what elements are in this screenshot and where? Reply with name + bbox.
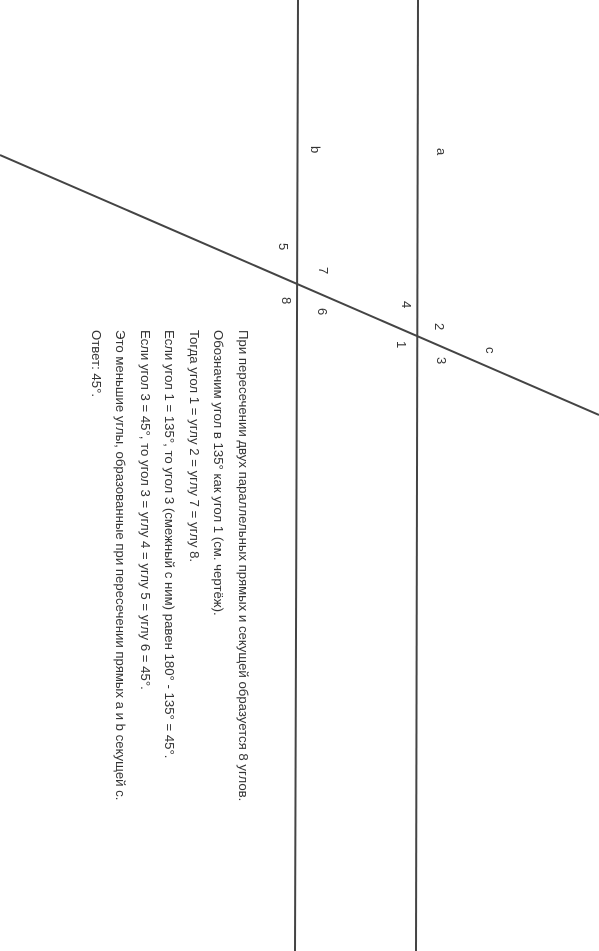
- solution-answer: Ответ: 45°.: [89, 330, 104, 398]
- label-angle-7: 7: [316, 267, 331, 275]
- label-angle-1: 1: [394, 341, 409, 349]
- line-b: [295, 0, 298, 951]
- solution-line: Если угол 3 = 45°, то угол 3 = углу 4 = углу 5 = углу 6 = 45°.: [138, 330, 153, 690]
- label-angle-2: 2: [432, 323, 447, 331]
- label-line-a: a: [434, 148, 449, 156]
- solution-line: При пересечении двух параллельных прямых и секущей образуется 8 углов.: [236, 330, 251, 802]
- solution-line: Если угол 1 = 135°, то угол 3 (смежный с ним) равен 180° - 135° = 45°.: [162, 330, 178, 759]
- solution-line: Это меньшие углы, образованные при пересечении прямых a и b секущей c.: [113, 330, 129, 801]
- label-line-c: c: [483, 347, 498, 354]
- label-line-b: b: [308, 146, 323, 154]
- line-a: [416, 0, 418, 951]
- label-angle-3: 3: [434, 357, 449, 365]
- solution-line: Тогда угол 1 = углу 2 = углу 7 = углу 8.: [187, 330, 202, 563]
- label-angle-4: 4: [399, 301, 414, 309]
- label-angle-8: 8: [279, 297, 294, 305]
- label-angle-6: 6: [315, 308, 330, 316]
- label-angle-5: 5: [276, 243, 291, 251]
- solution-line: Обозначим угол в 135° как угол 1 (см. чертёж).: [211, 330, 227, 616]
- solution-text: [84, 330, 256, 910]
